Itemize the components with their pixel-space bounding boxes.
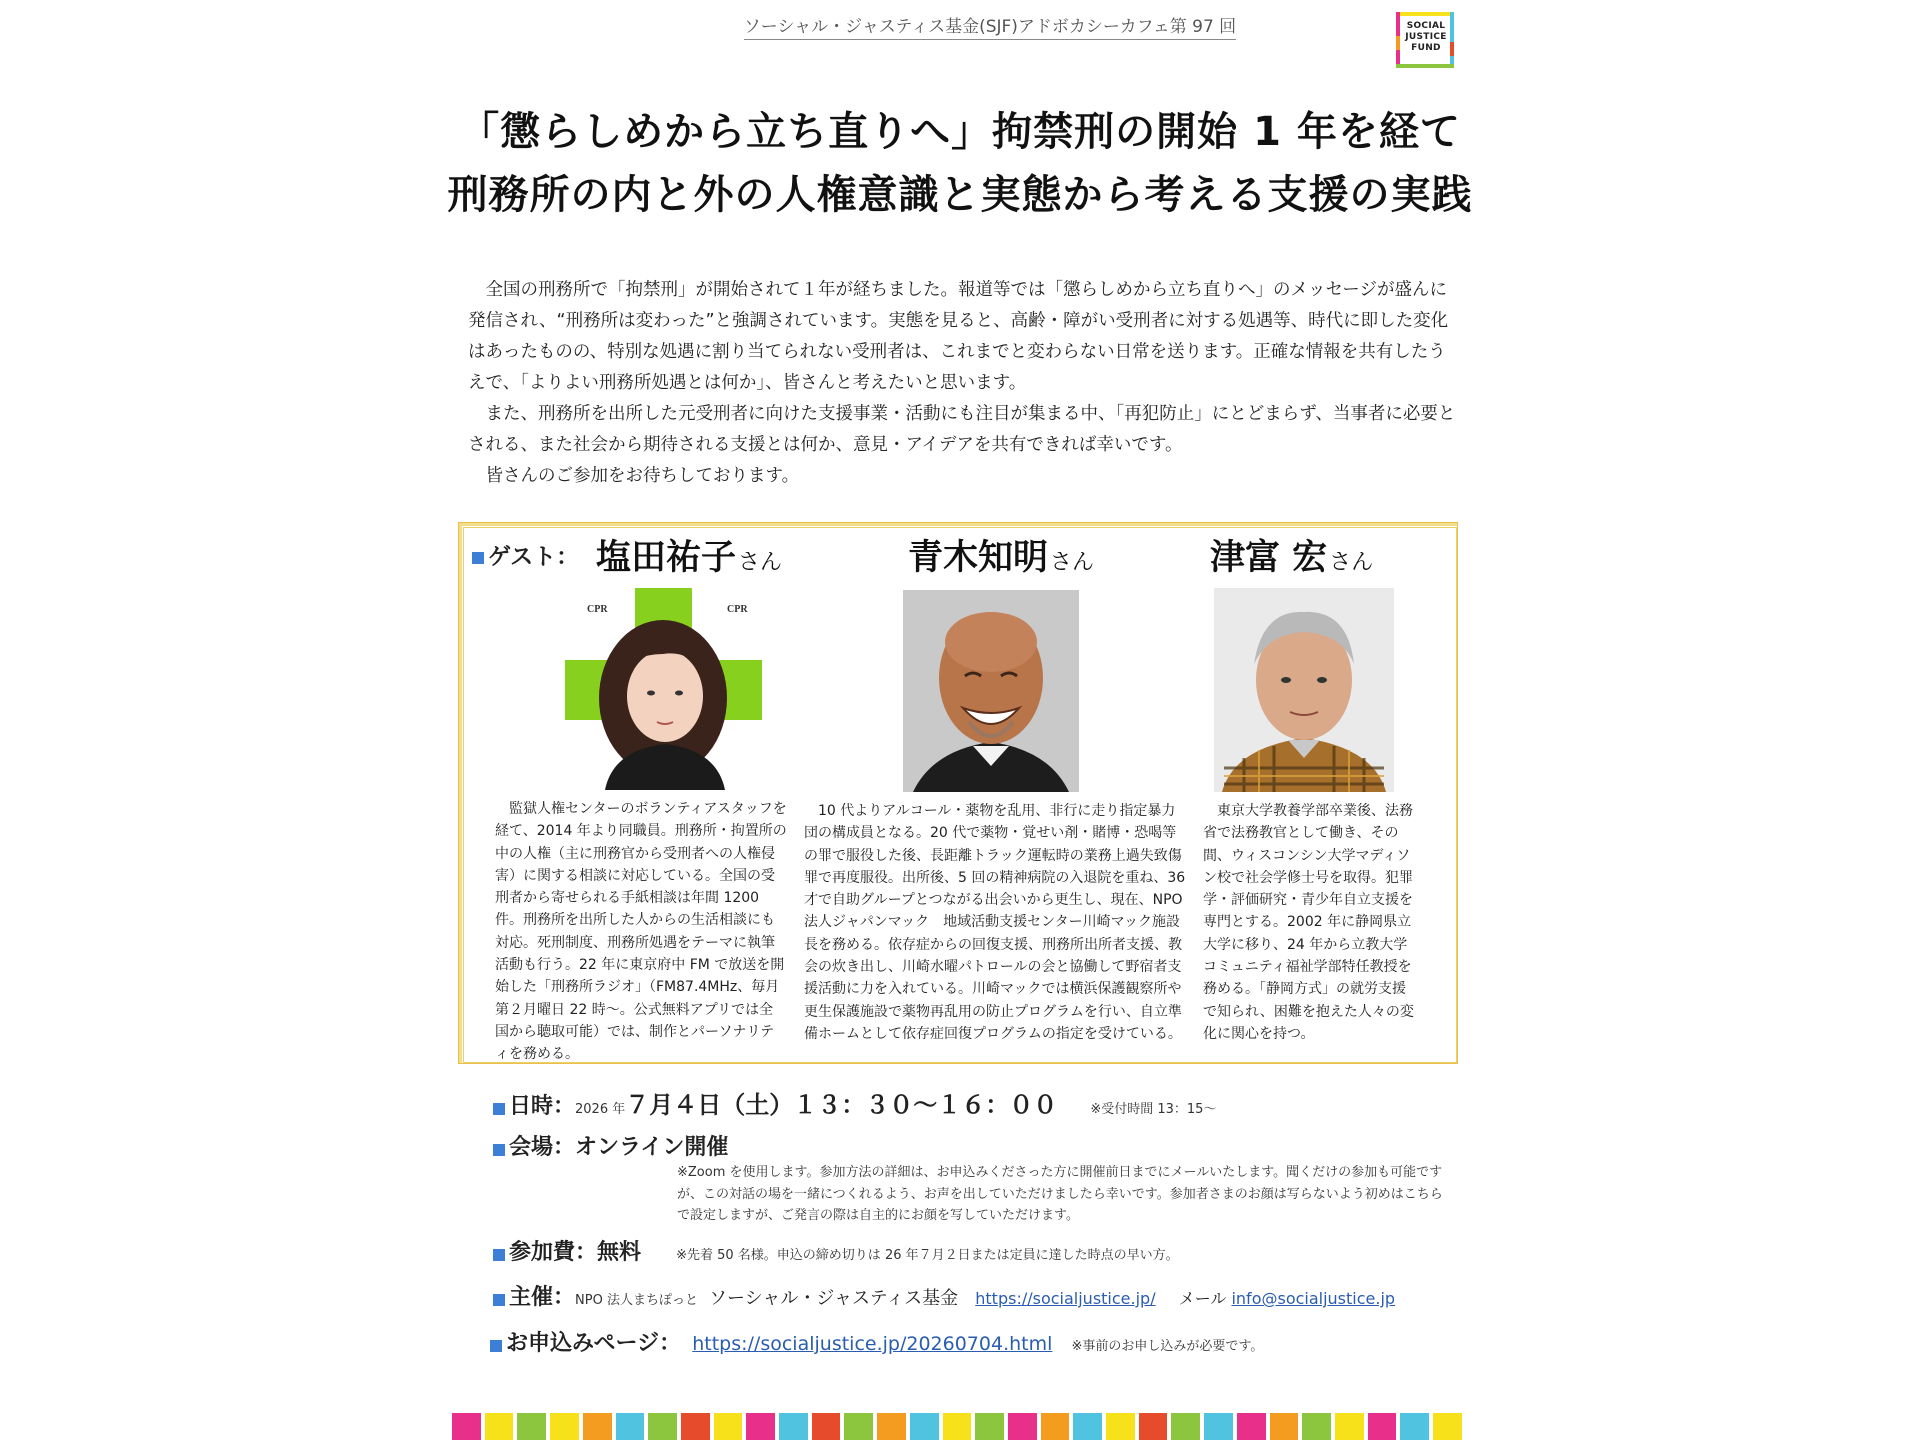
stripe-block [1008, 1413, 1037, 1440]
guest-2-photo [903, 590, 1079, 792]
venue-note: ※Zoom を使用します。参加方法の詳細は、お申込みくださった方に開催前日までにメールいたします。聞くだけの参加も可能ですが、この対話の場を一緒につくれるよう、お声を出していただけましたら幸いです。参加者さまのお顔は写らないよう初めはこちらで設定しますが、ご発言の際は自主的にお顔を写していただけます。 [677, 1165, 1443, 1223]
organizer-url-link[interactable]: https://socialjustice.jp/ [975, 1289, 1156, 1308]
guest-3-bio [1203, 800, 1417, 1045]
stripe-block [616, 1413, 645, 1440]
guest-3-photo [1214, 588, 1394, 792]
apply-label: お申込みページ： [506, 1331, 682, 1356]
bullet-square-icon [493, 1103, 505, 1115]
bullet-square-icon [493, 1294, 505, 1306]
apply-page-link[interactable]: https://socialjustice.jp/20260704.html [692, 1333, 1053, 1355]
reception-time-note: ※受付時間 13：15～ [1090, 1102, 1217, 1117]
mail-link[interactable]: info@socialjustice.jp [1231, 1289, 1396, 1308]
guest-3-bio-text: 東京大学教養学部卒業後、法務省で法務教官として働き、その間、ウィスコンシン大学マディソン校で社会学修士号を取得。犯罪学・評価研究・青少年自立支援を専門とする。2002 年に静岡県立大学に移り、24 年から立教大学コミュニティ福祉学部特任教授を務める。「静岡方式」の就労支援で知られ、困難を抱えた人々の変化に関心を持つ。 [1203, 803, 1414, 1042]
organizer-name: ソーシャル・ジャスティス基金 [709, 1288, 959, 1309]
bullet-square-icon [472, 552, 484, 564]
stripe-block [1171, 1413, 1200, 1440]
stripe-block [1073, 1413, 1102, 1440]
intro-paragraph: 全国の刑務所で「拘禁刑」が開始されて１年が経ちました。報道等では「懲らしめから立ち直りへ」のメッセージが盛んに発信され、“刑務所は変わった”と強調されています。実態を見ると、高齢・障がい受刑者に対する処遇等、時代に即した変化はあったものの、特別な処遇に割り当てられない受刑者は、これまでと変わらない日常を送ります。正確な情報を共有したうえで、「よりよい刑務所処遇とは何か」、皆さんと考えたいと思います。 [468, 280, 1449, 393]
stripe-block [1237, 1413, 1266, 1440]
apply-note: ※事前のお申し込みが必要です。 [1071, 1339, 1264, 1354]
stripe-block [550, 1413, 579, 1440]
bullet-square-icon [490, 1340, 502, 1352]
stripe-block [583, 1413, 612, 1440]
color-stripe-footer [452, 1413, 1466, 1440]
venue-value: オンライン開催 [575, 1135, 729, 1160]
stripe-block [1041, 1413, 1070, 1440]
stripe-block [779, 1413, 808, 1440]
intro-text [468, 275, 1458, 492]
bullet-square-icon [493, 1144, 505, 1156]
date-value: ７月４日（土）１３：３０～１６：００ [625, 1091, 1058, 1119]
honorific: さん [738, 550, 783, 575]
social-justice-fund-logo [1396, 12, 1454, 68]
guest-label [472, 538, 579, 571]
stripe-block [812, 1413, 841, 1440]
stripe-block [714, 1413, 743, 1440]
backdrop-text: CPR [727, 604, 748, 615]
organizer-npo: NPO 法人まちぽっと [575, 1293, 698, 1308]
mail-label: メール [1178, 1289, 1227, 1308]
guest-2-name-text: 青木知明 [908, 538, 1049, 578]
intro-paragraph: 皆さんのご参加をお待ちしております。 [485, 466, 800, 486]
title-line-1: 「懲らしめから立ち直りへ」拘禁刑の開始 1 年を経て [459, 109, 1461, 155]
stripe-block [1335, 1413, 1364, 1440]
venue-row [493, 1130, 728, 1161]
stripe-block [1302, 1413, 1331, 1440]
intro-paragraph: また、刑務所を出所した元受刑者に向けた支援事業・活動にも注目が集まる中、「再犯防止」にとどまらず、当事者に必要とされる、また社会から期待される支援とは何か、意見・アイデアを共有できれば幸いです。 [468, 404, 1456, 455]
organizer-label: 主催： [509, 1285, 576, 1310]
guest-1-bio-text: 監獄人権センターのボランティアスタッフを経て、2014 年より同職員。刑務所・拘置所の中の人権（主に刑務官から受刑者への人権侵害）に関する相談に対応している。全国の受刑者から寄せられる手紙相談は年間 1200 件。刑務所を出所した人からの生活相談にも対応。死刑制度、刑務所処遇をテーマに執筆活動も行う。22 年に東京府中 FM で放送を開始した「刑務所ラジオ」（FM87.4MHz、毎月第２月曜日 22 時～。公式無料アプリでは全国から聴取可能）では、制作とパーソナリティを務める。 [495, 801, 787, 1063]
stripe-block [910, 1413, 939, 1440]
date-year: 2026 年 [575, 1102, 626, 1117]
honorific: さん [1329, 550, 1374, 575]
guest-2-bio-text: 10 代よりアルコール・薬物を乱用、非行に走り指定暴力団の構成員となる。20 代で薬物・覚せい剤・賭博・恐喝等の罪で服役した後、長距離トラック運転時の業務上過失致傷罪で再度服役。出所後、5 回の精神病院の入退院を重ね、36 才で自助グループとつながる出会いから更生し、現在、NPO 法人ジャパンマック 地域活動支援センター川崎マック施設長を務める。依存症からの回復支援、刑務所出所者支援、教会の炊き出し、川崎水曜パトロールの会と協働して野宿者支援活動に力を入れている。川崎マックでは横浜保護観察所や更生保護施設で薬物再乱用の防止プログラムを行い、自立準備ホームとして依存症回復プログラムの指定を受けている。 [804, 803, 1186, 1042]
stripe-block [485, 1413, 514, 1440]
bullet-square-icon [493, 1249, 505, 1261]
stripe-block [844, 1413, 873, 1440]
fee-note: ※先着 50 名様。申込の締め切りは 26 年７月２日または定員に達した時点の早い方。 [676, 1248, 1179, 1263]
logo-text: SOCIAL JUSTICE FUND [1405, 21, 1447, 53]
event-series-text: ソーシャル・ジャスティス基金(SJF)アドボカシーカフェ第 97 回 [744, 17, 1236, 40]
fee-label: 参加費：無料 [509, 1240, 642, 1265]
stripe-block [943, 1413, 972, 1440]
stripe-block [1139, 1413, 1168, 1440]
event-series-header [700, 12, 1280, 37]
organizer-row [493, 1280, 1395, 1311]
stripe-block [648, 1413, 677, 1440]
guest-label-text: ゲスト： [488, 544, 580, 570]
stripe-block [1106, 1413, 1135, 1440]
stripe-block [975, 1413, 1004, 1440]
date-row [493, 1085, 1216, 1120]
apply-row [490, 1326, 1263, 1357]
stripe-block [452, 1413, 481, 1440]
stripe-block [1400, 1413, 1429, 1440]
stripe-block [517, 1413, 546, 1440]
guest-1-photo [565, 588, 762, 790]
stripe-block [1368, 1413, 1397, 1440]
guest-3-name [1210, 530, 1373, 580]
stripe-block [1204, 1413, 1233, 1440]
stripe-block [1270, 1413, 1299, 1440]
guest-2-bio [804, 800, 1186, 1045]
honorific: さん [1050, 550, 1095, 575]
guest-1-name [596, 530, 782, 580]
venue-label: 会場： [509, 1135, 576, 1160]
title-line-2: 刑務所の内と外の人権意識と実態から考える支援の実践 [447, 172, 1473, 218]
guest-1-bio [495, 798, 787, 1066]
stripe-block [681, 1413, 710, 1440]
fee-row [493, 1235, 1179, 1266]
stripe-block [746, 1413, 775, 1440]
stripe-block [877, 1413, 906, 1440]
backdrop-text: CPR [587, 604, 608, 615]
guest-3-name-text: 津富 宏 [1210, 538, 1328, 578]
stripe-block [1433, 1413, 1462, 1440]
guest-1-name-text: 塩田祐子 [596, 538, 737, 578]
date-label: 日時： [509, 1094, 576, 1119]
guest-2-name [908, 530, 1094, 580]
